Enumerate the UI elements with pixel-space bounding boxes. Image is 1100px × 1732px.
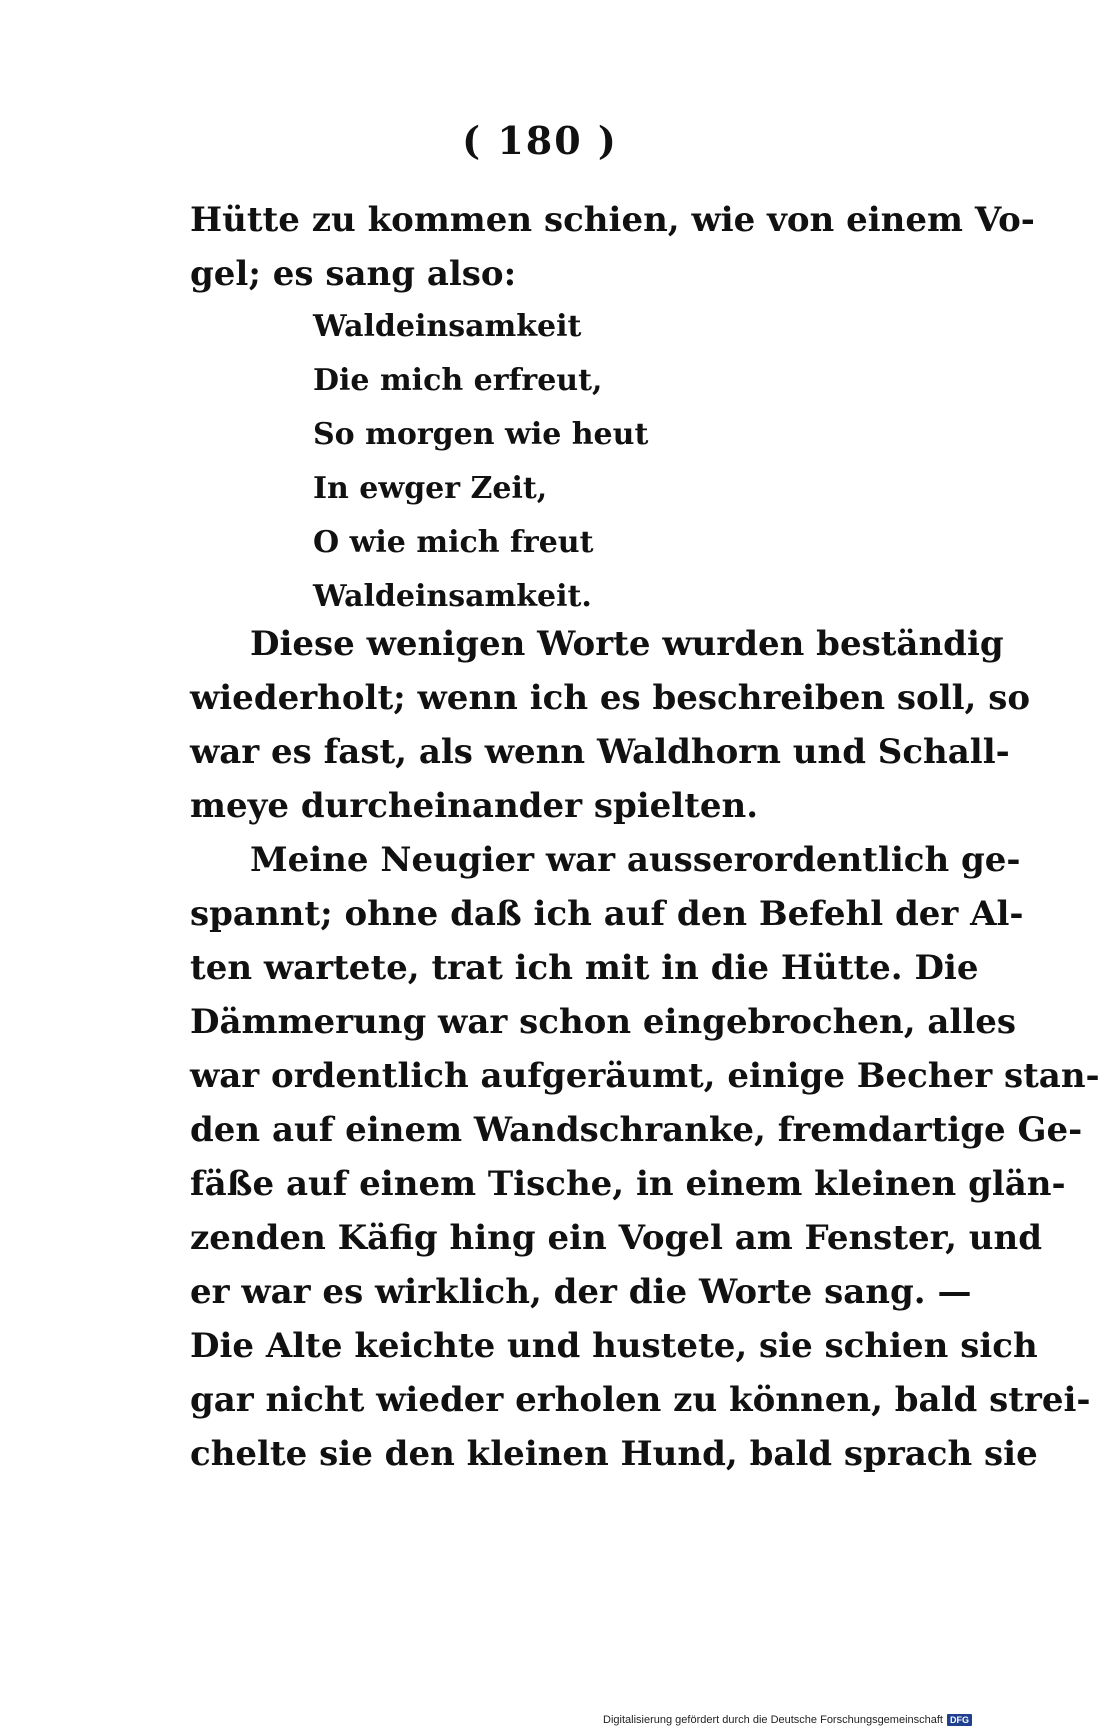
- text-line: gel; es sang also:: [190, 254, 517, 294]
- opening-text: [190, 193, 1035, 301]
- text-line: fäße auf einem Tische, in einem kleinen glän-: [190, 1164, 1066, 1204]
- text-line: ten wartete, trat ich mit in die Hütte. Die: [190, 948, 979, 988]
- poem-verse: Die mich erfreut,: [313, 363, 603, 398]
- text-line: zenden Käfig hing ein Vogel am Fenster, und: [190, 1218, 1042, 1258]
- text-line: wiederholt; wenn ich es beschreiben soll, so: [190, 678, 1031, 718]
- text-line: meye durcheinander spielten.: [190, 786, 759, 826]
- poem-verse: So morgen wie heut: [313, 417, 649, 452]
- poem-verse: Waldeinsamkeit: [313, 309, 582, 344]
- text-line: Diese wenigen Worte wurden beständig: [250, 624, 1004, 664]
- poem-verse: O wie mich freut: [313, 525, 594, 560]
- poem: [313, 300, 813, 624]
- text-line: war ordentlich aufgeräumt, einige Becher stan-: [190, 1056, 1100, 1096]
- text-line: war es fast, als wenn Waldhorn und Schall-: [190, 732, 1010, 772]
- text-line: Dämmerung war schon eingebrochen, alles: [190, 1002, 1017, 1042]
- text-line: chelte sie den kleinen Hund, bald sprach sie: [190, 1434, 1038, 1474]
- text-line: den auf einem Wandschranke, fremdartige Ge-: [190, 1110, 1083, 1150]
- text-line: Hütte zu kommen schien, wie von einem Vo-: [190, 200, 1035, 240]
- text-line: spannt; ohne daß ich auf den Befehl der Al-: [190, 894, 1024, 934]
- page-number: ( 180 ): [462, 118, 618, 163]
- text-line: Meine Neugier war ausserordentlich ge-: [250, 840, 1021, 880]
- text-line: gar nicht wieder erholen zu können, bald strei-: [190, 1380, 1091, 1420]
- credit-text: Digitalisierung gefördert durch die Deutsche Forschungsgemeinschaft: [603, 1714, 943, 1726]
- prose-text: [190, 617, 1100, 1481]
- digitization-credit: [603, 1714, 972, 1726]
- poem-verse: In ewger Zeit,: [313, 471, 548, 506]
- dfg-logo: DFG: [947, 1714, 972, 1726]
- text-line: er war es wirklich, der die Worte sang. —: [190, 1272, 972, 1312]
- poem-verse: Waldeinsamkeit.: [313, 579, 592, 614]
- text-line: Die Alte keichte und hustete, sie schien sich: [190, 1326, 1038, 1366]
